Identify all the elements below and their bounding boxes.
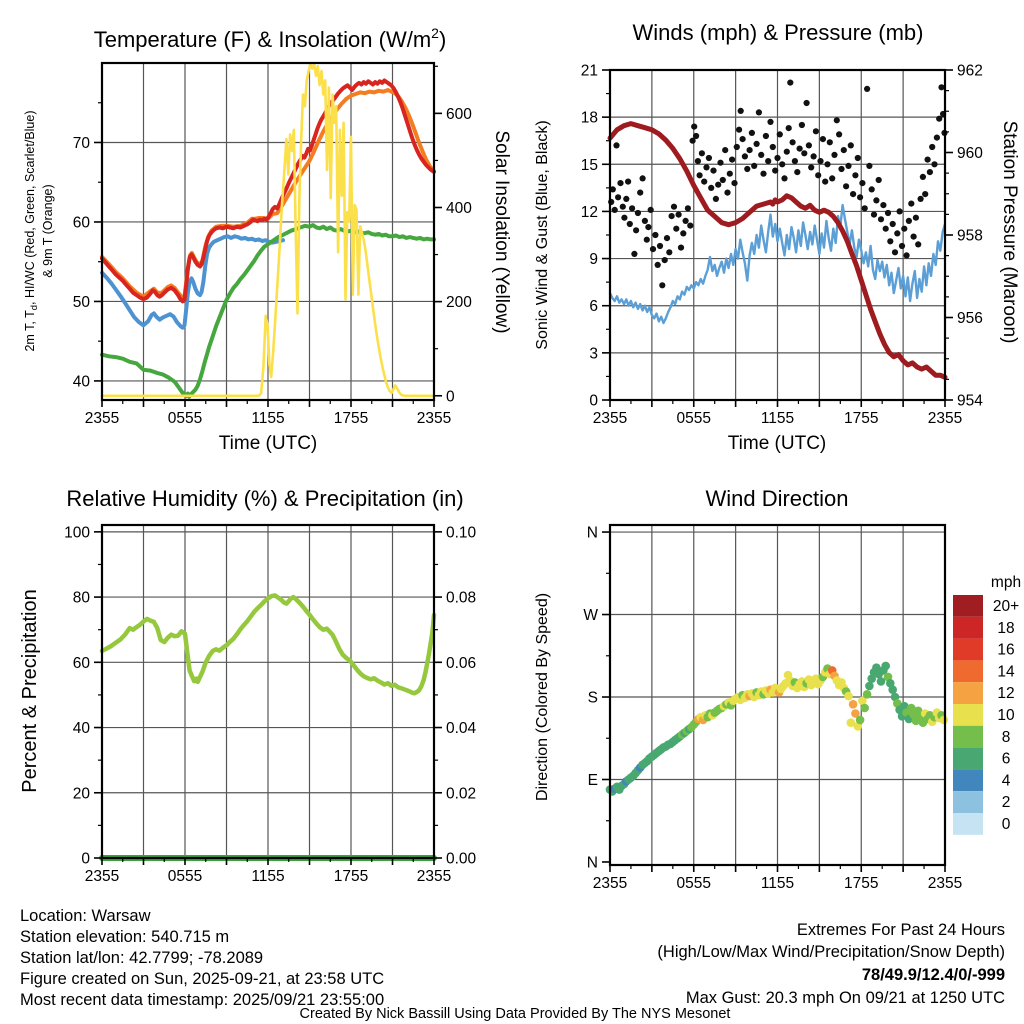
data-point	[827, 139, 833, 145]
footer-extremes-subtitle: (High/Low/Max Wind/Precipitation/Snow Depth)	[657, 943, 1005, 961]
data-point	[866, 163, 872, 169]
data-point	[843, 183, 849, 189]
data-point	[652, 232, 658, 238]
data-point	[631, 251, 637, 257]
data-point	[865, 682, 874, 691]
legend-label: 2	[1001, 794, 1011, 812]
footer-elevation: Station elevation: 540.715 m	[20, 928, 230, 946]
data-point	[627, 221, 633, 227]
data-point	[888, 685, 897, 694]
y-left-tick-label: 21	[580, 62, 598, 80]
data-point	[615, 194, 621, 200]
data-point	[815, 172, 821, 178]
data-point	[621, 215, 627, 221]
chart4-left-axis-label: Direction (Colored By Speed)	[534, 592, 551, 802]
y-left-tick-label: 18	[580, 109, 598, 127]
data-point	[620, 204, 626, 210]
data-point	[697, 172, 703, 178]
footer-created: Figure created on Sun, 2025-09-21, at 23:58 UTC	[20, 970, 385, 988]
data-point	[713, 196, 719, 202]
data-point	[617, 180, 623, 186]
data-point	[703, 164, 709, 170]
data-point	[777, 131, 783, 137]
legend-swatch	[953, 748, 983, 770]
chart1-left-axis-label-line2: & 9m T (Orange)	[41, 184, 55, 278]
legend-swatch	[953, 617, 983, 639]
data-point	[736, 127, 742, 133]
chart2-right-axis-label: Station Pressure (Maroon)	[999, 120, 1020, 344]
y-left-tick-label: N	[586, 524, 598, 542]
y-right-tick-label: 600	[446, 105, 472, 123]
footer-timestamp: Most recent data timestamp: 2025/09/21 23:55:00	[20, 991, 385, 1009]
chart3-title: Relative Humidity (%) & Precipitation (in)	[66, 486, 464, 511]
y-right-tick-label: 956	[957, 310, 983, 327]
x-tick-label: 2355	[927, 875, 963, 892]
y-left-tick-label: 50	[72, 293, 90, 311]
data-point	[786, 125, 792, 131]
data-point	[906, 218, 912, 224]
data-point	[876, 177, 882, 183]
legend-swatch	[953, 791, 983, 813]
data-point	[685, 205, 691, 211]
y-left-tick-label: 40	[72, 373, 90, 391]
data-point	[722, 147, 728, 153]
humidity-precip-chart	[64, 524, 476, 885]
legend-swatch	[953, 595, 983, 617]
legend-label: 14	[997, 663, 1015, 681]
data-point	[734, 144, 740, 150]
y-right-tick-label: 0.10	[446, 524, 477, 542]
y-left-tick-label: S	[587, 689, 598, 707]
x-tick-label: 0555	[167, 868, 203, 885]
speed-legend	[953, 595, 1019, 835]
data-point	[676, 212, 682, 218]
data-point	[808, 164, 814, 170]
x-tick-label: 0555	[167, 410, 203, 427]
data-point	[856, 716, 865, 725]
legend-swatch	[953, 682, 983, 704]
y-right-tick-label: 0.06	[446, 654, 477, 672]
footer-extremes-title: Extremes For Past 24 Hours	[796, 921, 1005, 939]
data-point	[731, 180, 737, 186]
y-right-tick-label: 400	[446, 199, 472, 217]
x-tick-label: 2355	[592, 410, 628, 427]
data-point	[931, 161, 937, 167]
data-point	[765, 158, 771, 164]
data-point	[852, 172, 858, 178]
data-point	[813, 128, 819, 134]
data-point	[710, 168, 716, 174]
footer-extremes-values: 78/49.9/12.4/0/-999	[861, 966, 1005, 984]
data-point	[904, 252, 910, 258]
data-point	[855, 155, 861, 161]
data-point	[633, 227, 639, 233]
data-point	[869, 186, 875, 192]
data-point	[691, 124, 697, 130]
data-point	[779, 161, 785, 167]
chart1-title: Temperature (F) & Insolation $(W/m^2)$	[93, 25, 447, 52]
y-left-tick-label: 6	[589, 298, 598, 316]
data-point	[820, 136, 826, 142]
data-point	[774, 155, 780, 161]
data-point	[715, 182, 721, 188]
data-point	[770, 144, 776, 150]
legend-swatch	[953, 704, 983, 726]
data-point	[693, 133, 699, 139]
data-point	[683, 218, 689, 224]
chart2-title: Winds (mph) & Pressure (mb)	[632, 20, 924, 45]
data-point	[772, 168, 778, 174]
x-tick-label: 1155	[251, 868, 285, 885]
data-point	[934, 135, 940, 141]
y-left-tick-label: 60	[72, 654, 90, 672]
data-point	[834, 117, 840, 123]
data-point	[860, 704, 869, 713]
data-point	[863, 690, 872, 699]
footer-location: Location: Warsaw	[20, 907, 151, 925]
y-left-tick-label: 40	[72, 720, 90, 738]
data-point	[794, 169, 800, 175]
x-tick-label: 2355	[416, 410, 452, 427]
x-tick-label: 0555	[676, 875, 711, 892]
y-right-tick-label: 0.04	[446, 720, 477, 738]
legend-title: mph	[990, 574, 1022, 591]
data-point	[929, 144, 935, 150]
data-point	[857, 194, 863, 200]
legend-swatch	[953, 813, 983, 835]
data-point	[890, 221, 896, 227]
data-point	[657, 243, 663, 249]
y-right-tick-label: 0.00	[446, 850, 477, 868]
data-point	[894, 230, 900, 236]
data-point	[922, 191, 928, 197]
data-point	[701, 179, 707, 185]
data-point	[873, 197, 879, 203]
chart4-title: Wind Direction	[705, 486, 849, 511]
chart1-left-axis-label-line1: 2m T, $T_d$, HI/WC (Red, Green, Scarlet/Blue)	[23, 110, 40, 352]
data-point	[885, 210, 891, 216]
legend-swatch	[953, 769, 983, 791]
data-point	[913, 215, 919, 221]
data-point	[740, 136, 746, 142]
data-point	[880, 202, 886, 208]
data-point	[799, 122, 805, 128]
y-left-tick-label: 15	[580, 156, 598, 174]
data-point	[642, 218, 648, 224]
legend-label: 6	[1001, 750, 1011, 768]
y-left-tick-label: 100	[64, 524, 90, 542]
data-point	[940, 716, 949, 725]
x-tick-label: 2355	[416, 868, 452, 885]
credit-line: Created By Nick Bassill Using Data Provided By The NYS Mesonet	[299, 1006, 731, 1022]
y-left-tick-label: 9	[589, 251, 598, 269]
chart1-right-axis-label: Solar Insolation (Yellow)	[491, 130, 512, 334]
data-point	[724, 190, 730, 196]
data-point	[881, 662, 890, 671]
data-point	[758, 152, 764, 158]
x-tick-label: 2355	[592, 875, 628, 892]
data-point	[797, 146, 803, 152]
data-point	[687, 223, 693, 229]
data-point	[767, 119, 773, 125]
data-point	[850, 191, 856, 197]
winds-pressure-chart	[581, 63, 983, 428]
data-point	[938, 84, 944, 90]
y-left-tick-label: 0	[589, 392, 598, 410]
data-point	[829, 175, 835, 181]
data-point	[648, 207, 654, 213]
data-point	[859, 180, 865, 186]
data-point	[673, 226, 679, 232]
legend-label: 8	[1001, 728, 1011, 746]
data-point	[822, 179, 828, 185]
data-point	[637, 190, 643, 196]
x-tick-label: 1755	[844, 875, 879, 892]
data-point	[811, 153, 817, 159]
legend-swatch	[953, 660, 983, 682]
data-point	[640, 175, 646, 181]
data-point	[760, 171, 766, 177]
x-tick-label: 0555	[676, 410, 711, 427]
data-point	[871, 212, 877, 218]
data-point	[806, 142, 812, 148]
data-point	[801, 150, 807, 156]
y-left-tick-label: 70	[72, 134, 90, 152]
data-point	[729, 157, 735, 163]
y-left-tick-label: W	[583, 607, 598, 625]
y-left-tick-label: 0	[81, 850, 90, 868]
data-point	[817, 158, 823, 164]
data-point	[708, 185, 714, 191]
data-point	[666, 249, 672, 255]
x-tick-label: 2355	[927, 410, 963, 427]
data-point	[744, 166, 750, 172]
y-right-tick-label: 962	[957, 62, 983, 80]
x-tick-label: 1755	[333, 410, 369, 427]
data-point	[659, 282, 665, 288]
footer-latlon: Station lat/lon: 42.7799; -78.2089	[20, 949, 264, 967]
y-right-tick-label: 0.02	[446, 785, 477, 803]
data-point	[878, 216, 884, 222]
data-point	[629, 205, 635, 211]
data-point	[664, 235, 670, 241]
data-point	[747, 147, 753, 153]
data-point	[623, 196, 629, 202]
wind-direction-chart	[583, 525, 962, 892]
legend-label: 0	[1001, 816, 1011, 833]
data-point	[612, 207, 618, 213]
data-point	[862, 205, 868, 211]
legend-label: 20+	[992, 598, 1020, 615]
data-point	[751, 163, 757, 169]
y-left-tick-label: 60	[72, 214, 90, 232]
y-right-tick-label: 200	[446, 294, 472, 312]
data-point	[680, 230, 686, 236]
data-point	[901, 226, 907, 232]
data-point	[897, 208, 903, 214]
y-right-tick-label: 960	[957, 145, 983, 162]
data-point	[644, 237, 650, 243]
legend-swatch	[953, 726, 983, 748]
data-point	[864, 86, 870, 92]
data-point	[824, 161, 830, 167]
data-point	[695, 158, 701, 164]
data-point	[720, 177, 726, 183]
x-tick-label: 1755	[844, 410, 879, 427]
data-point	[844, 692, 853, 701]
footer-max-gust: Max Gust: 20.3 mph On 09/21 at 1250 UTC	[685, 989, 1005, 1007]
data-point	[699, 150, 705, 156]
data-point	[749, 130, 755, 136]
x-tick-label: 1155	[760, 875, 795, 892]
data-point	[908, 201, 914, 207]
series-wind-chill-blue	[102, 236, 283, 327]
x-tick-label: 1155	[760, 410, 795, 427]
data-point	[899, 243, 905, 249]
y-left-tick-label: 12	[580, 203, 598, 221]
data-point	[918, 196, 924, 202]
data-point	[838, 166, 844, 172]
chart2-x-axis-label: Time (UTC)	[727, 433, 827, 454]
legend-label: 18	[997, 619, 1015, 637]
data-point	[787, 80, 793, 86]
data-point	[738, 108, 744, 114]
data-point	[625, 179, 631, 185]
legend-label: 12	[997, 685, 1015, 703]
data-point	[849, 700, 858, 709]
data-point	[911, 234, 917, 240]
legend-swatch	[953, 639, 983, 661]
data-point	[892, 249, 898, 255]
x-tick-label: 2355	[84, 410, 120, 427]
temperature-insolation-chart	[73, 63, 472, 427]
data-point	[927, 169, 933, 175]
data-point	[925, 157, 931, 163]
data-point	[613, 142, 619, 148]
data-point	[781, 175, 787, 181]
x-tick-label: 1155	[251, 410, 285, 427]
data-point	[650, 246, 656, 252]
data-point	[792, 158, 798, 164]
data-point	[669, 213, 675, 219]
data-point	[645, 224, 651, 230]
data-point	[841, 147, 847, 153]
chart3-left-axis-label: Percent & Precipitation	[19, 589, 41, 793]
data-point	[848, 142, 854, 148]
y-left-tick-label: 80	[72, 589, 90, 607]
data-point	[655, 262, 661, 268]
y-right-tick-label: 0.08	[446, 589, 477, 607]
data-point	[717, 160, 723, 166]
x-tick-label: 2355	[84, 868, 120, 885]
data-point	[742, 153, 748, 159]
data-point	[920, 174, 926, 180]
data-point	[804, 100, 810, 106]
data-point	[635, 210, 641, 216]
data-point	[915, 241, 921, 247]
data-point	[831, 152, 837, 158]
chart2-left-axis-label: Sonic Wind & Gust (Blue, Black)	[534, 120, 551, 350]
legend-label: 4	[1001, 772, 1011, 790]
y-left-tick-label: E	[587, 771, 598, 789]
data-point	[784, 149, 790, 155]
data-point	[754, 141, 760, 147]
y-left-tick-label: N	[586, 854, 598, 872]
data-point	[763, 133, 769, 139]
legend-label: 10	[997, 707, 1015, 724]
data-point	[845, 163, 851, 169]
data-point	[883, 226, 889, 232]
chart1-x-axis-label: Time (UTC)	[218, 433, 318, 454]
legend-label: 16	[997, 641, 1015, 659]
y-right-tick-label: 958	[957, 227, 983, 245]
y-left-tick-label: 20	[72, 785, 90, 803]
y-right-tick-label: 954	[957, 392, 983, 410]
y-right-tick-label: 0	[446, 388, 455, 406]
data-point	[836, 131, 842, 137]
data-point	[790, 139, 796, 145]
data-point	[727, 171, 733, 177]
data-point	[887, 238, 893, 244]
data-point	[662, 257, 668, 263]
y-left-tick-label: 3	[589, 345, 598, 363]
x-tick-label: 1755	[333, 868, 369, 885]
data-point	[678, 245, 684, 251]
data-point	[671, 204, 677, 210]
data-point	[706, 155, 712, 161]
data-point	[756, 109, 762, 115]
